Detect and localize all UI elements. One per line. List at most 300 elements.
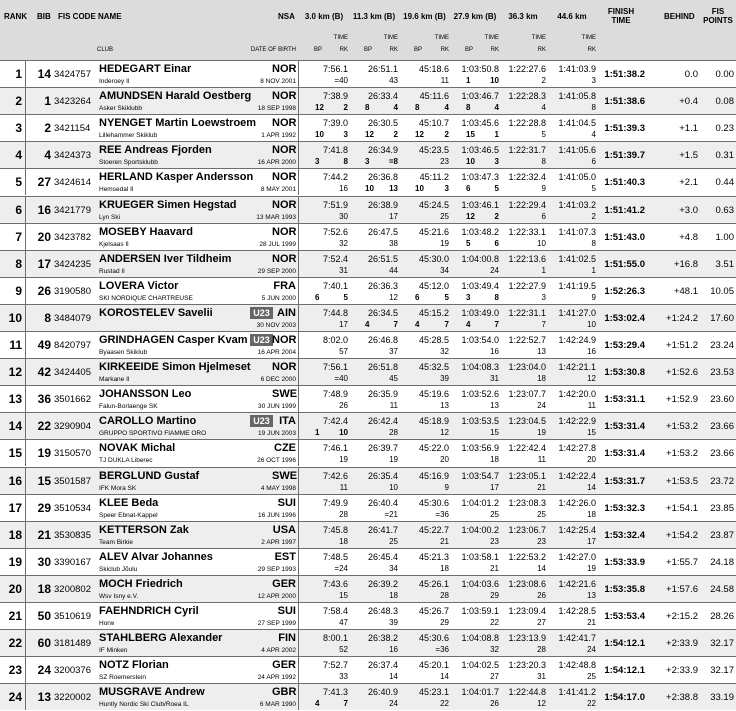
table-row [0, 602, 736, 629]
finish-time: 1:53:31.4 [604, 421, 645, 433]
club-name: Rustad Il [99, 267, 125, 275]
split-time: 1:22:13.6 [508, 253, 546, 264]
split-rank: 18 [587, 509, 596, 519]
bib-cell: 20 [37, 229, 51, 244]
split-time: 26:47.5 [367, 226, 398, 237]
split-rank: 26 [537, 590, 546, 600]
club-name: Falun-Borlaenge SK [99, 403, 158, 411]
time-behind: +3.0 [679, 204, 698, 216]
finish-time: 1:54:12.1 [604, 638, 645, 650]
split-time: 26:39.7 [367, 443, 398, 454]
time-behind: +1:52.9 [666, 394, 698, 406]
split-rank: 11 [389, 401, 398, 411]
rank-cell: 21 [0, 603, 26, 629]
bib-cell: 26 [37, 283, 51, 298]
split-rank: 6 [541, 211, 546, 221]
bonus-points: 12 [415, 130, 424, 140]
split-time: 1:22:28.3 [508, 91, 546, 102]
fis-points: 0.63 [715, 204, 734, 216]
table-row [0, 277, 736, 304]
finish-time: 1:54:17.0 [604, 692, 645, 704]
fis-points: 23.60 [710, 394, 734, 406]
fis-points: 0.08 [715, 96, 734, 108]
split-rank: 4 [541, 103, 546, 113]
table-row [0, 114, 736, 141]
split-rank-header: RK [490, 47, 499, 53]
split-rank: 5 [591, 184, 596, 194]
split-rank: 32 [490, 645, 499, 655]
split-rank: 13 [490, 401, 499, 411]
u23-badge: U23 [250, 334, 273, 346]
split-rank: 19 [537, 428, 546, 438]
split-time: 1:04:00.8 [461, 253, 499, 264]
split-rank: 25 [537, 509, 546, 519]
time-behind: +1:52.6 [666, 367, 698, 379]
fis-points: 28.26 [710, 611, 734, 622]
date-of-birth: 29 SEP 2000 [257, 267, 296, 275]
split-rank: 21 [537, 482, 546, 492]
fis-code-cell: 3290904 [54, 421, 91, 433]
time-behind: +1:54.1 [666, 502, 698, 514]
club-name: Speer Ebnat-Kappel [99, 511, 158, 519]
split-distance-header: 11.3 km (B) [352, 12, 396, 21]
split-rank: 28 [339, 509, 348, 519]
split-rank: 5 [343, 292, 348, 302]
rank-cell: 8 [0, 251, 26, 277]
rank-cell: 12 [0, 359, 26, 385]
bib-cell: 2 [44, 121, 51, 136]
athlete-name: AMUNDSEN Harald Oestberg [99, 90, 252, 103]
column-divider [298, 88, 299, 114]
bonus-points: 12 [365, 130, 374, 140]
time-behind: +1:53.2 [666, 448, 698, 460]
athlete-name: NYENGET Martin Loewstroem [99, 117, 257, 130]
split-rank: 39 [440, 374, 449, 384]
split-time: 45:20.1 [418, 660, 449, 671]
table-row [0, 196, 736, 223]
split-time: 1:41:03.2 [558, 199, 596, 210]
club-name: Horw [99, 620, 115, 627]
split-rank: 28 [389, 428, 398, 438]
bib-cell: 49 [37, 338, 51, 352]
rank-cell: 10 [0, 305, 26, 331]
split-rank: 3 [343, 130, 348, 140]
club-name: Byaasen Skiklub [99, 349, 148, 356]
time-behind: +1.1 [679, 123, 698, 135]
split-time: 7:46.1 [322, 443, 348, 454]
split-time: 1:22:32.4 [508, 172, 546, 183]
nsa-code: AIN [277, 306, 296, 319]
table-row [0, 467, 736, 494]
bonus-points: 1 [315, 428, 320, 438]
split-time: 45:11.2 [419, 172, 449, 183]
split-rank: 25 [490, 509, 499, 519]
fis-code-cell: 3530835 [54, 529, 91, 541]
bonus-points: 1 [466, 76, 471, 85]
club-header: CLUB [97, 47, 114, 53]
split-time: 1:03:45.6 [461, 118, 499, 129]
split-rank: 5 [541, 130, 546, 140]
bonus-points-header: BP [364, 47, 373, 53]
split-rank: 19 [339, 455, 348, 465]
split-rank-header: RK [339, 47, 348, 53]
split-rank: 14 [537, 563, 546, 573]
fis-points: 33.19 [710, 692, 734, 704]
split-rank: 11 [440, 76, 449, 85]
bonus-points: 15 [466, 130, 475, 140]
split-time: 1:03:46.1 [461, 199, 499, 210]
table-row [0, 87, 736, 114]
split-rank: 5 [444, 292, 449, 302]
bonus-points: 4 [315, 699, 320, 709]
split-rank: 19 [389, 455, 398, 465]
split-rank: 10 [537, 238, 546, 248]
athlete-name: KLEE Beda [99, 496, 159, 509]
fis-code-cell: 3424614 [54, 177, 91, 189]
bonus-points: 4 [466, 319, 471, 329]
split-rank: 12 [440, 428, 449, 438]
nsa-code: USA [272, 523, 296, 536]
split-rank: 57 [339, 347, 348, 356]
date-of-birth: 26 OCT 1996 [257, 457, 296, 465]
column-divider [298, 522, 299, 548]
split-time: 45:30.0 [418, 253, 449, 264]
split-distance-header: 3.0 km (B) [304, 12, 344, 21]
split-rank: 39 [389, 618, 398, 627]
split-time: 1:22:52.7 [508, 335, 546, 345]
split-time: 7:52.4 [322, 253, 348, 264]
split-distance-header: 44.6 km [557, 12, 587, 21]
athlete-name: ALEV Alvar Johannes [99, 550, 213, 563]
club-name: TJ DUKLA Liberec [99, 457, 153, 465]
split-rank: 14 [440, 672, 449, 682]
club-name: Team Birkie [99, 538, 133, 546]
table-row [0, 439, 736, 466]
fis-points: 23.66 [710, 421, 734, 433]
split-time: 1:41:19.5 [558, 280, 596, 291]
split-rank: 9 [444, 482, 449, 492]
date-of-birth: 28 JUL 1999 [259, 240, 296, 248]
bonus-points: 6 [415, 292, 420, 302]
split-rank: 2 [343, 103, 348, 113]
split-rank: 24 [389, 699, 398, 709]
column-divider [298, 657, 299, 683]
split-time: 26:46.8 [367, 335, 398, 345]
fis-points: 17.60 [710, 312, 734, 324]
split-time: 26:30.5 [367, 118, 398, 129]
split-time: 45:18.9 [418, 416, 449, 427]
athlete-name: KRUEGER Simen Hegstad [99, 198, 237, 211]
split-rank: 16 [339, 184, 348, 194]
table-header [0, 0, 736, 60]
split-rank: 15 [339, 590, 348, 600]
fis-code-cell: 3484079 [54, 312, 91, 324]
date-of-birth: 24 APR 1992 [257, 674, 296, 682]
split-time: 26:40.4 [367, 497, 398, 508]
split-rank: 25 [440, 211, 449, 221]
split-rank: 26 [339, 401, 348, 411]
split-rank: 4 [393, 103, 398, 113]
club-name: GRUPPO SPORTIVO FIAMME ORO [99, 430, 207, 438]
split-rank: 7 [494, 319, 499, 329]
fis-points: 10.05 [710, 285, 734, 297]
time-behind: +1:57.6 [666, 583, 698, 595]
split-time: 26:38.9 [367, 199, 398, 210]
split-rank: 3 [494, 157, 499, 167]
split-rank: 17 [587, 536, 596, 546]
nsa-code: SWE [272, 388, 298, 401]
split-time: 45:30.6 [418, 633, 449, 644]
split-rank: 9 [591, 292, 596, 302]
split-time-header: TIME [484, 35, 499, 41]
bib-cell: 19 [37, 446, 51, 461]
time-behind: +1:53.5 [666, 475, 698, 487]
split-rank: 22 [587, 699, 596, 709]
nsa-code: GER [272, 659, 296, 672]
fis-code-cell: 3200376 [54, 665, 91, 677]
time-behind: +2:33.9 [666, 665, 698, 677]
athlete-name: ANDERSEN Iver Tildheim [99, 252, 232, 265]
fis-points: 0.31 [715, 150, 734, 162]
bonus-points-header: BP [314, 47, 323, 53]
date-of-birth: 16 JUN 1996 [258, 511, 296, 519]
club-name: Lillehammer Skiklub [99, 132, 158, 140]
bonus-points: 12 [315, 103, 324, 113]
split-rank: 2 [444, 130, 449, 140]
finish-time: 1:53:31.1 [604, 394, 645, 406]
rank-cell: 5 [0, 169, 26, 195]
bib-cell: 21 [37, 527, 51, 542]
split-time: 1:04:01.2 [461, 497, 499, 508]
split-time: 1:22:27.9 [508, 280, 546, 291]
nsa-code: ITA [279, 415, 296, 428]
club-name: Wsv Isny e.V. [99, 592, 139, 600]
fis-code-cell: 3423264 [54, 96, 91, 108]
split-rank: 11 [587, 401, 596, 411]
fis-points-header-line2: POINTS [703, 16, 733, 25]
column-divider [298, 468, 299, 494]
bib-cell: 13 [37, 690, 51, 705]
split-time: 1:41:05.0 [558, 172, 596, 183]
split-rank: 18 [440, 563, 449, 573]
split-time: 1:41:03.9 [558, 64, 596, 74]
split-rank: 4 [494, 103, 499, 113]
column-divider [298, 359, 299, 385]
fis-code-cell: 3501587 [54, 475, 91, 487]
split-rank: 24 [490, 265, 499, 275]
rank-cell: 13 [0, 386, 26, 412]
split-time: 1:23:05.1 [508, 470, 546, 481]
time-behind: +2.1 [679, 177, 698, 189]
split-time: 45:22.0 [418, 443, 449, 454]
nsa-code: NOR [272, 117, 297, 130]
rank-cell: 3 [0, 115, 26, 141]
split-rank: 26 [490, 699, 499, 709]
split-rank: 15 [490, 428, 499, 438]
split-rank: =8 [388, 157, 398, 167]
split-time: 1:03:47.3 [461, 172, 499, 183]
split-rank: 19 [587, 563, 596, 573]
finish-time: 1:51:39.3 [604, 123, 645, 135]
finish-header-line1: FINISH [607, 7, 635, 16]
athlete-name: HERLAND Kasper Andersson [99, 171, 254, 184]
split-time: 1:42:21.1 [558, 362, 596, 373]
finish-time: 1:51:41.2 [604, 204, 645, 216]
split-time: 1:03:50.8 [461, 64, 499, 74]
fis-code-cell: 3220002 [54, 692, 91, 704]
split-time: 1:23:08.6 [508, 578, 546, 589]
split-rank: 20 [587, 455, 596, 465]
date-of-birth: 16 APR 2000 [257, 159, 296, 167]
nsa-code: NOR [272, 361, 297, 374]
fis-points: 0.44 [715, 177, 734, 189]
split-time: 1:03:58.1 [461, 551, 499, 562]
rank-header: RANK [4, 12, 28, 21]
column-divider [298, 61, 299, 87]
split-time: 45:10.7 [418, 118, 449, 129]
finish-time: 1:53:30.8 [604, 367, 645, 379]
split-time: 7:58.4 [322, 606, 348, 616]
bonus-points: 10 [315, 130, 324, 140]
split-rank: 10 [490, 76, 499, 85]
split-rank: 52 [339, 645, 348, 655]
nsa-code: NOR [272, 90, 297, 103]
split-rank: 37 [389, 347, 398, 356]
athlete-name: REE Andreas Fjorden [99, 144, 212, 157]
bonus-points: 10 [415, 184, 424, 194]
split-time: 45:21.6 [418, 226, 449, 237]
split-rank: 20 [440, 455, 449, 465]
split-rank: 1 [494, 130, 499, 140]
split-time: 1:41:02.5 [558, 253, 596, 264]
split-rank: 8 [591, 238, 596, 248]
split-rank: 8 [541, 157, 546, 167]
split-time: 7:48.5 [322, 551, 348, 562]
rank-cell: 23 [0, 657, 26, 683]
rank-cell: 1 [0, 61, 26, 87]
nsa-code: EST [274, 550, 296, 563]
athlete-name: CAROLLO Martino [99, 415, 197, 428]
split-rank: 16 [490, 347, 499, 356]
time-behind: +2:33.9 [666, 638, 698, 650]
bib-cell: 50 [37, 609, 51, 623]
nsa-code: CZE [274, 442, 296, 455]
split-rank-header: RK [537, 47, 546, 53]
fis-points: 23.66 [710, 448, 734, 460]
split-time: 45:26.1 [418, 578, 449, 589]
rank-cell: 7 [0, 224, 26, 250]
time-behind: +1:51.2 [666, 340, 698, 351]
athlete-name: KETTERSON Zak [99, 523, 189, 536]
split-time: 1:42:27.8 [558, 443, 596, 454]
split-distance-header: 36.3 km [508, 12, 538, 21]
split-time: 7:45.8 [322, 524, 348, 535]
split-time: 26:41.7 [367, 524, 398, 535]
athlete-name: STAHLBERG Alexander [99, 632, 223, 645]
finish-time: 1:51:43.0 [604, 231, 645, 243]
table-row [0, 629, 736, 656]
column-divider [298, 169, 299, 195]
fis-code-cell: 3181489 [54, 638, 91, 650]
nsa-code: GBR [272, 686, 297, 699]
fis-points-header [702, 7, 734, 25]
split-rank: 4 [591, 130, 596, 140]
split-rank: =36 [435, 509, 449, 519]
column-divider [298, 115, 299, 141]
split-time: 1:03:46.7 [461, 91, 499, 102]
bonus-points: 3 [315, 157, 320, 167]
split-time: 7:38.9 [322, 91, 348, 102]
split-time: 1:42:25.4 [558, 524, 596, 535]
bib-cell: 29 [37, 500, 51, 515]
fis-points: 24.58 [710, 583, 734, 595]
fis-code-cell: 3424757 [54, 69, 91, 80]
u23-badge: U23 [250, 307, 273, 319]
finish-header-line2: TIME [611, 16, 631, 25]
split-time: 45:28.5 [418, 335, 449, 345]
split-rank: 43 [389, 76, 398, 85]
bonus-points: 8 [365, 103, 370, 113]
split-rank: 3 [541, 292, 546, 302]
date-of-birth: 4 APR 2002 [261, 647, 296, 655]
nsa-code: NOR [272, 144, 297, 157]
split-rank: 13 [537, 347, 546, 356]
club-name: IF Minken [99, 647, 128, 655]
split-time: 45:16.9 [418, 470, 449, 481]
split-rank: 23 [440, 157, 449, 167]
column-divider [298, 251, 299, 277]
split-rank: 10 [587, 319, 596, 329]
split-time: 45:12.0 [418, 280, 449, 291]
split-rank: 47 [339, 618, 348, 627]
split-time: 26:48.3 [367, 606, 398, 616]
bib-cell: 30 [37, 554, 51, 569]
club-name: Huntly Nordic Ski Club/Roea IL [99, 701, 189, 709]
bib-cell: 1 [44, 94, 51, 109]
split-time: 26:38.2 [367, 633, 398, 644]
split-time: 1:23:09.4 [508, 606, 546, 616]
split-time: 7:41.3 [322, 687, 348, 698]
split-rank: 10 [389, 482, 398, 492]
split-rank: 6 [494, 238, 499, 248]
split-time: 1:23:07.7 [508, 389, 546, 400]
nsa-code: NOR [272, 63, 297, 75]
date-of-birth: 2 APR 1997 [261, 538, 296, 546]
table-row [0, 223, 736, 250]
split-time: 45:26.7 [418, 606, 449, 616]
club-name: Markane Il [99, 376, 130, 384]
table-row [0, 575, 736, 602]
finish-time: 1:53:31.4 [604, 448, 645, 460]
fis-code-cell: 3421154 [54, 123, 91, 135]
split-time: 45:30.6 [418, 497, 449, 508]
split-time: 1:23:08.3 [508, 497, 546, 508]
bonus-points: 8 [415, 103, 420, 113]
athlete-name: MOSEBY Haavard [99, 225, 193, 238]
split-time: 26:33.4 [367, 91, 398, 102]
split-rank: 8 [591, 103, 596, 113]
split-time: 1:03:56.9 [461, 443, 499, 454]
column-divider [298, 684, 299, 710]
table-row [0, 656, 736, 683]
split-time-header: TIME [434, 35, 449, 41]
nsa-code: SUI [277, 605, 296, 617]
athlete-name: NOTZ Florian [99, 659, 169, 672]
split-time: 7:44.2 [322, 172, 348, 183]
rank-cell: 4 [0, 142, 26, 168]
split-time: 1:04:00.2 [461, 524, 499, 535]
fis-code-cell: 3423782 [54, 231, 91, 243]
